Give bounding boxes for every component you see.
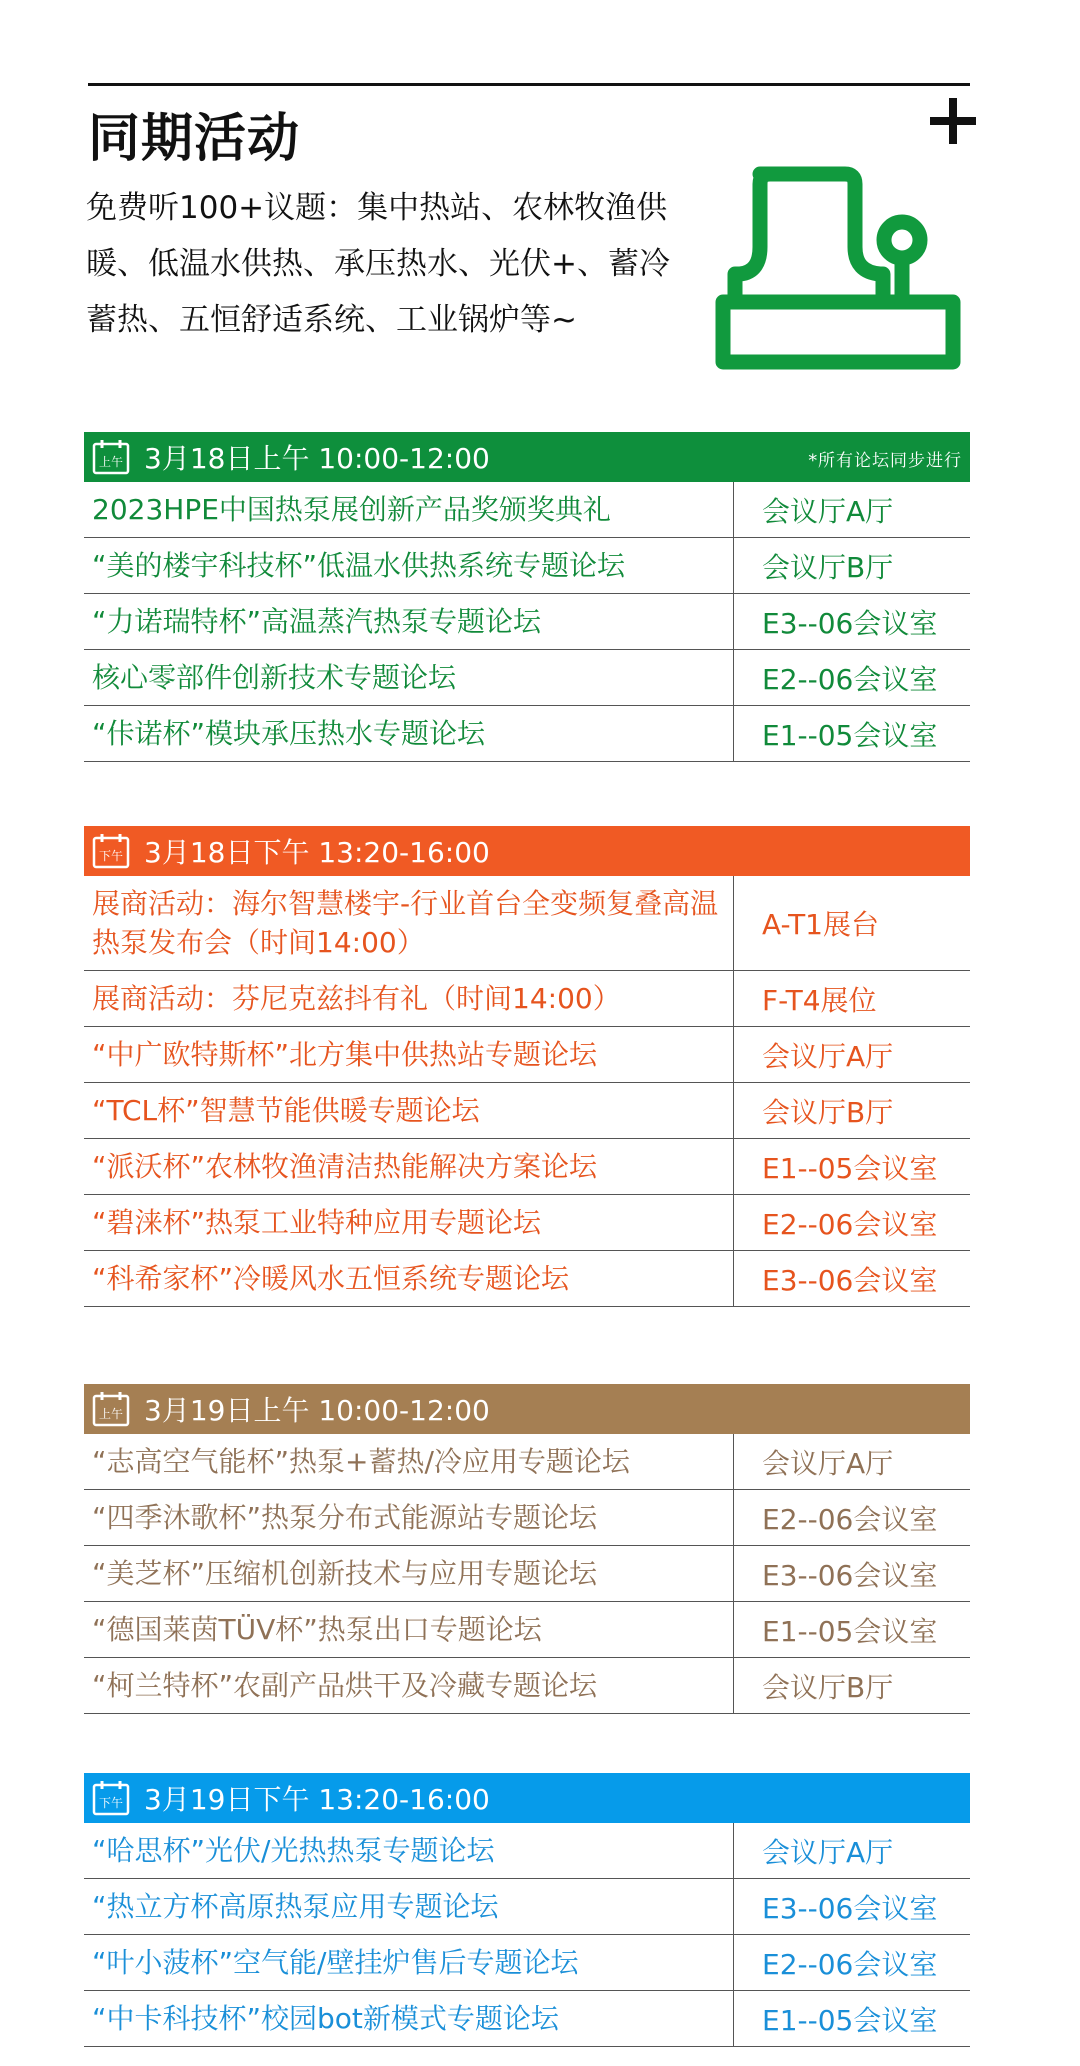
session-3-18-pm: [84, 826, 970, 1307]
session-rows: [84, 1823, 970, 2047]
forum-location: 会议厅B厅: [762, 1095, 894, 1129]
session-rows: [84, 482, 970, 762]
table-row: [84, 538, 970, 594]
page-title: 同期活动: [88, 109, 301, 169]
forum-location: 会议厅A厅: [762, 1446, 894, 1480]
forum-location: 会议厅A厅: [762, 1039, 894, 1073]
session-rows: [84, 1434, 970, 1714]
forum-name: 2023HPE中国热泵展创新产品奖颁奖典礼: [84, 482, 734, 537]
forum-location: E3--06会议室: [762, 1263, 938, 1297]
table-row: [84, 1879, 970, 1935]
forum-name: 展商活动：海尔智慧楼宇-行业首台全变频复叠高温热泵发布会（时间14:00）: [84, 876, 734, 970]
forum-location: A-T1展台: [762, 908, 879, 941]
session-rows: [84, 876, 970, 1307]
forum-location: 会议厅B厅: [762, 550, 894, 584]
forum-name: “派沃杯”农林牧渔清洁热能解决方案论坛: [84, 1139, 734, 1194]
forum-name: “中广欧特斯杯”北方集中供热站专题论坛: [84, 1027, 734, 1082]
session-header: [84, 826, 970, 876]
top-divider: [88, 83, 970, 86]
forum-location: E1--05会议室: [762, 718, 938, 752]
table-row: [84, 1658, 970, 1714]
table-row: [84, 1991, 970, 2047]
session-3-19-pm: [84, 1773, 970, 2047]
forum-name: “佧诺杯”模块承压热水专题论坛: [84, 706, 734, 761]
forum-location: E2--06会议室: [762, 1207, 938, 1241]
session-3-19-am: [84, 1384, 970, 1714]
forum-location: 会议厅A厅: [762, 494, 894, 528]
table-row: [84, 1823, 970, 1879]
table-row: [84, 650, 970, 706]
session-title: 3月19日下午 13:20-16:00: [144, 1783, 490, 1816]
table-row: [84, 971, 970, 1027]
forum-name: “柯兰特杯”农副产品烘干及冷藏专题论坛: [84, 1658, 734, 1713]
forum-name: “美芝杯”压缩机创新技术与应用专题论坛: [84, 1546, 734, 1601]
calendar-icon: [92, 833, 130, 869]
session-header: [84, 432, 970, 482]
forum-name: “中卡科技杯”校园bot新模式专题论坛: [84, 1991, 734, 2046]
session-title: 3月18日上午 10:00-12:00: [144, 442, 490, 475]
table-row: [84, 876, 970, 971]
session-3-18-am: [84, 432, 970, 762]
forum-name: “叶小菠杯”空气能/壁挂炉售后专题论坛: [84, 1935, 734, 1990]
table-row: [84, 1195, 970, 1251]
forum-name: “力诺瑞特杯”高温蒸汽热泵专题论坛: [84, 594, 734, 649]
forum-name: “碧涞杯”热泵工业特种应用专题论坛: [84, 1195, 734, 1250]
table-row: [84, 482, 970, 538]
svg-text:上午: 上午: [98, 455, 124, 469]
table-row: [84, 1935, 970, 1991]
table-row: [84, 1490, 970, 1546]
forum-location: 会议厅A厅: [762, 1835, 894, 1869]
session-title: 3月18日下午 13:20-16:00: [144, 836, 490, 869]
forum-name: “四季沐歌杯”热泵分布式能源站专题论坛: [84, 1490, 734, 1545]
table-row: [84, 1139, 970, 1195]
forum-name: “热立方杯高原热泵应用专题论坛: [84, 1879, 734, 1934]
forum-name: “德国莱茵TÜV杯”热泵出口专题论坛: [84, 1602, 734, 1657]
forum-name: “TCL杯”智慧节能供暖专题论坛: [84, 1083, 734, 1138]
forum-location: E1--05会议室: [762, 1151, 938, 1185]
forum-name: 核心零部件创新技术专题论坛: [84, 650, 734, 705]
table-row: [84, 1027, 970, 1083]
table-row: [84, 1083, 970, 1139]
plus-icon[interactable]: [930, 98, 976, 144]
calendar-icon: [92, 1780, 130, 1816]
forum-name: “志高空气能杯”热泵+蓄热/冷应用专题论坛: [84, 1434, 734, 1489]
forum-name: “哈思杯”光伏/光热热泵专题论坛: [84, 1823, 734, 1878]
forum-location: E1--05会议室: [762, 2003, 938, 2037]
svg-text:上午: 上午: [98, 1407, 124, 1421]
forum-location: E2--06会议室: [762, 1947, 938, 1981]
forum-location: 会议厅B厅: [762, 1670, 894, 1704]
svg-text:下午: 下午: [98, 1796, 124, 1810]
forum-name: “美的楼宇科技杯”低温水供热系统专题论坛: [84, 538, 734, 593]
session-title: 3月19日上午 10:00-12:00: [144, 1394, 490, 1427]
forum-location: E1--05会议室: [762, 1614, 938, 1648]
session-header: [84, 1384, 970, 1434]
forum-location: E3--06会议室: [762, 606, 938, 640]
forum-location: E2--06会议室: [762, 662, 938, 696]
table-row: [84, 706, 970, 762]
session-note: *所有论坛同步进行: [808, 451, 962, 471]
table-row: [84, 1546, 970, 1602]
svg-text:下午: 下午: [98, 849, 124, 863]
forum-location: E3--06会议室: [762, 1558, 938, 1592]
table-row: [84, 594, 970, 650]
table-row: [84, 1251, 970, 1307]
session-header: [84, 1773, 970, 1823]
calendar-icon: [92, 439, 130, 475]
forum-name: 展商活动：芬尼克兹抖有礼（时间14:00）: [84, 971, 734, 1026]
table-row: [84, 1434, 970, 1490]
forum-location: E2--06会议室: [762, 1502, 938, 1536]
calendar-icon: [92, 1391, 130, 1427]
intro-text: 免费听100+议题：集中热站、农林牧渔供暖、低温水供热、承压热水、光伏+、蓄冷蓄热、五恒舒适系统、工业锅炉等~: [86, 190, 670, 338]
stamp-speaker-icon: [705, 152, 970, 382]
forum-location: E3--06会议室: [762, 1891, 938, 1925]
forum-location: F-T4展位: [762, 983, 877, 1017]
forum-name: “科希家杯”冷暖风水五恒系统专题论坛: [84, 1251, 734, 1306]
table-row: [84, 1602, 970, 1658]
